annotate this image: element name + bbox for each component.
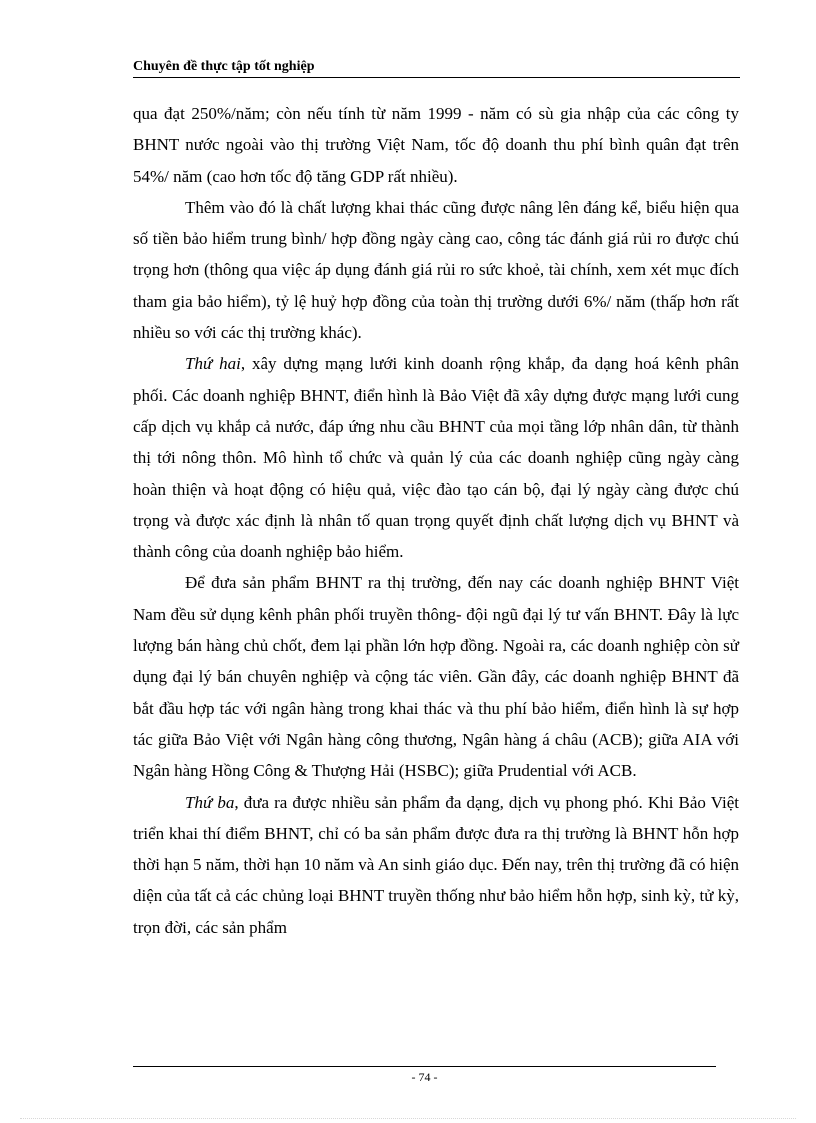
page-bottom-dotted-line [20,1118,796,1119]
paragraph-5-lead: Thứ ba [185,792,235,812]
paragraph-5-text: , đưa ra được nhiều sản phẩm đa dạng, dịch vụ phong phó. Khi Bảo Việt triển khai thí điểm BHNT, chỉ có ba sản phẩm được đưa ra thị trường là BHNT hỗn hợp thời hạn 5 năm, thời hạn 10 năm và An sinh giáo dục. Đến nay, trên thị trường đã có hiện diện của tất cả các chủng loại BHNT truyền thống như bảo hiểm hỗn hợp, sinh kỳ, tử kỳ, trọn đời, các sản phẩm [133,792,739,937]
paragraph-2-text: Thêm vào đó là chất lượng khai thác cũng được nâng lên đáng kể, biểu hiện qua số tiền bảo hiểm trung bình/ hợp đồng ngày càng cao, công tác đánh giá rủi ro được chú trọng hơn (thông qua việc áp dụng đánh giá rủi ro sức khoẻ, tài chính, xem xét mục đích tham gia bảo hiểm), tỷ lệ huỷ hợp đồng của toàn thị trường dưới 6%/ năm (thấp hơn rất nhiều so với các thị trường khác). [133,197,739,343]
paragraph-1 [133,98,739,192]
paragraph-3-text: , xây dựng mạng lưới kinh doanh rộng khắp, đa dạng hoá kênh phân phối. Các doanh nghiệp BHNT, điển hình là Bảo Việt đã xây dựng được mạng lưới cung cấp dịch vụ khắp cả nước, đáp ứng nhu cầu BHNT của mọi tầng lớp nhân dân, từ thành thị tới nông thôn. Mô hình tổ chức và quản lý của các doanh nghiệp cũng ngày càng hoàn thiện và hoạt động có hiệu quả, việc đào tạo cán bộ, đại lý ngày càng được chú trọng và được xác định là nhân tố quan trọng quyết định chất lượng dịch vụ BHNT và thành công của doanh nghiệp bảo hiểm. [133,354,739,562]
running-header: Chuyên đề thực tập tốt nghiệp [133,58,740,78]
paragraph-1-text: qua đạt 250%/năm; còn nếu tính từ năm 1999 - năm có sù gia nhập của các công ty BHNT nước ngoài vào thị trường Việt Nam, tốc độ doanh thu phí bình quân đạt trên 54%/ năm (cao hơn tốc độ tăng GDP rất nhiều). [133,104,739,186]
paragraph-4 [133,567,739,786]
paragraph-2 [133,192,739,348]
page-number: - 74 - [411,1070,438,1084]
body-text [133,98,739,943]
paragraph-3-lead: Thứ hai [185,354,241,374]
paragraph-4-text: Để đưa sản phẩm BHNT ra thị trường, đến nay các doanh nghiệp BHNT Việt Nam đều sử dụng kênh phân phối truyền thông- đội ngũ đại lý tư vấn BHNT. Đây là lực lượng bán hàng chủ chốt, đem lại phần lớn hợp đồng. Ngoài ra, các doanh nghiệp còn sử dụng đại lý bán chuyên nghiệp và cộng tác viên. Gần đây, các doanh nghiệp BHNT đã bắt đầu hợp tác với ngân hàng trong khai thác và thu phí bảo hiểm, điển hình là sự hợp tác giữa Bảo Việt với Ngân hàng công thương, Ngân hàng á châu (ACB); giữa AIA với Ngân hàng Hồng Công & Thượng Hải (HSBC); giữa Prudential với ACB. [133,573,739,781]
footer-divider [133,1066,716,1067]
paragraph-5 [133,787,739,943]
paragraph-3 [133,348,739,567]
